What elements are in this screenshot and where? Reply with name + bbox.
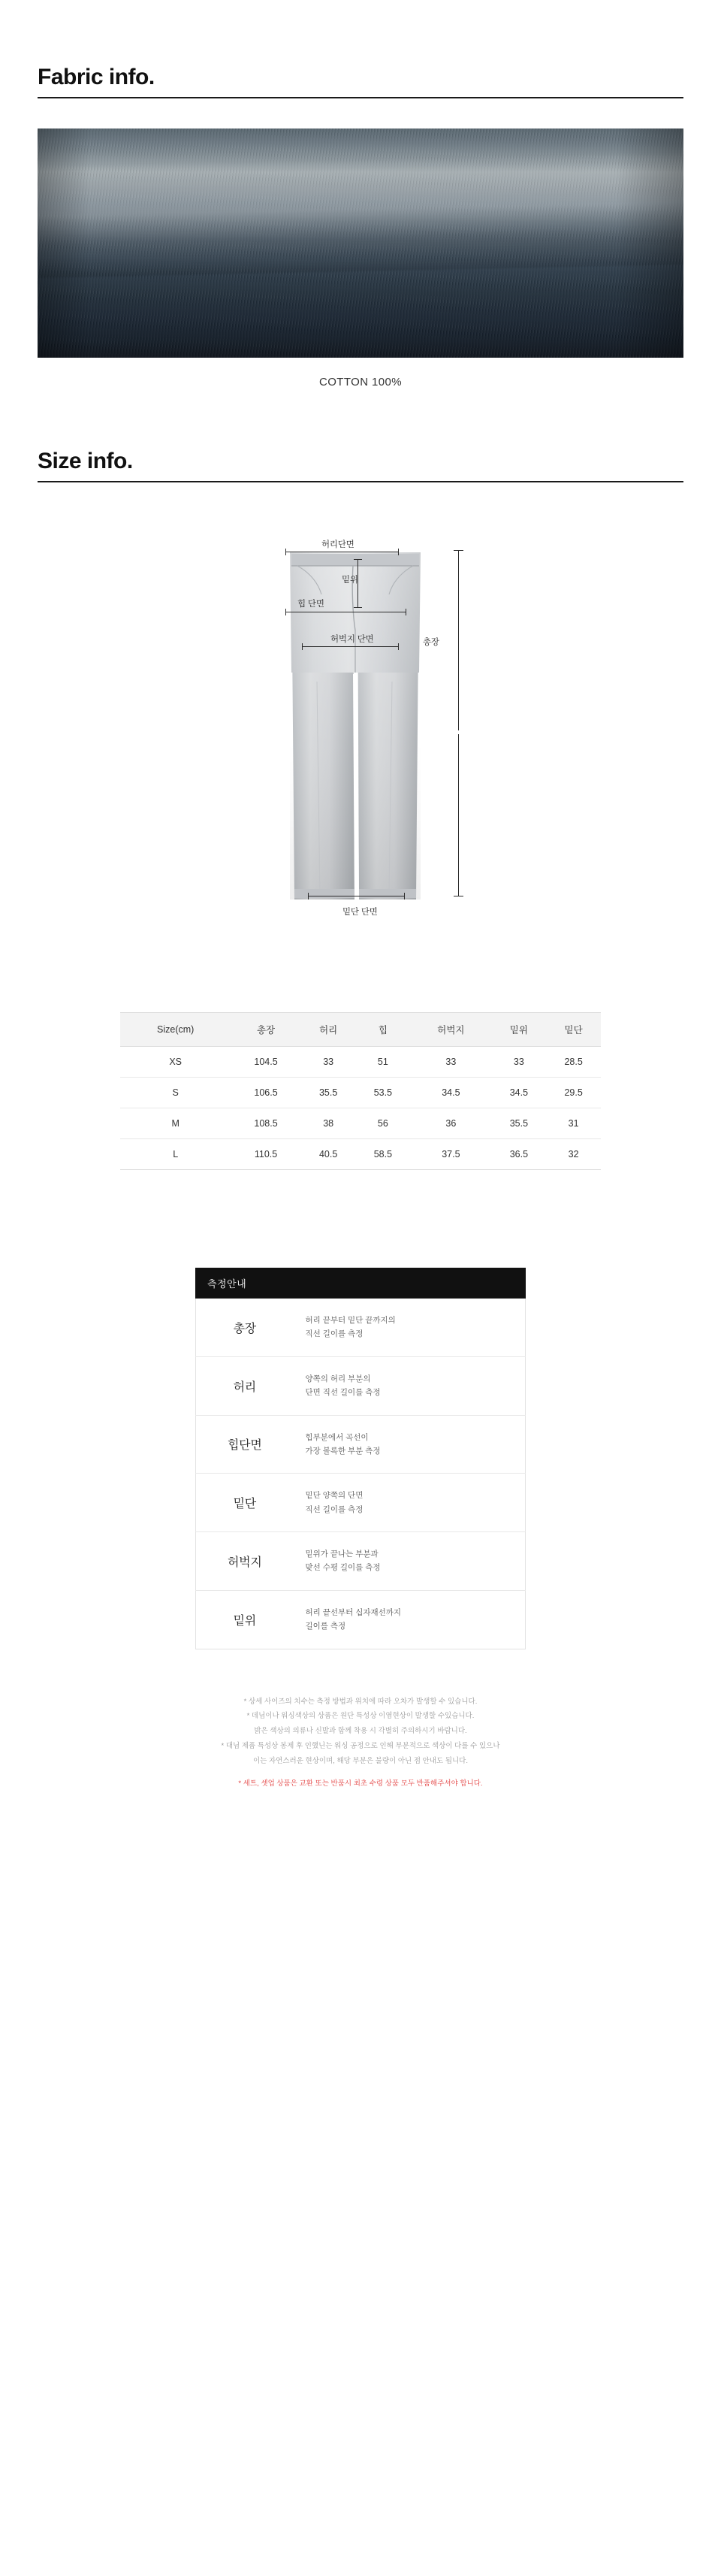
size-col-header: 허리: [301, 1013, 356, 1047]
guide-desc: [294, 1299, 526, 1356]
table-row: [196, 1590, 526, 1649]
waist-tick-left: [285, 549, 286, 555]
size-table: [120, 1012, 601, 1170]
label-thigh: 허벅지 단면: [330, 635, 374, 644]
total-measure-line-bottom: [458, 734, 459, 896]
total-tick-top: [454, 550, 463, 551]
size-cell: 33: [410, 1047, 491, 1078]
size-cell: 34.5: [492, 1078, 547, 1108]
measurement-guide: [195, 1268, 526, 1649]
guide-term: 총장: [196, 1299, 294, 1356]
fabric-info-heading: Fabric info.: [38, 65, 155, 89]
guide-term: 힙단면: [196, 1415, 294, 1474]
waist-tick-right: [398, 549, 399, 555]
guide-desc-line: 밑단 양쪽의 단면: [305, 1491, 364, 1501]
denim-shadow: [38, 256, 683, 358]
table-row: [120, 1139, 601, 1170]
fabric-composition-caption: COTTON 100%: [319, 376, 402, 389]
guide-term: 밑위: [233, 1614, 256, 1628]
rise-tick-top: [354, 559, 362, 560]
size-col-header: Size(cm): [120, 1013, 231, 1047]
size-cell: 33: [492, 1047, 547, 1078]
size-col-header: 힙: [356, 1013, 411, 1047]
size-cell: 53.5: [356, 1078, 411, 1108]
fabric-figure: [38, 128, 683, 389]
size-table-head: [120, 1013, 601, 1047]
size-cell: 37.5: [410, 1139, 491, 1170]
size-col-header: 밑위: [492, 1013, 547, 1047]
size-col-header: 밑단: [546, 1013, 601, 1047]
measurement-guide-table: [195, 1299, 526, 1649]
note-line: 이는 자연스러운 현상이며, 해당 부분은 불량이 아닌 점 안내도 됩니다.: [253, 1757, 468, 1766]
size-cell: 29.5: [546, 1078, 601, 1108]
size-cell: 38: [301, 1108, 356, 1139]
size-cell: 110.5: [231, 1139, 300, 1170]
thigh-tick-left: [302, 643, 303, 650]
size-cell: 35.5: [301, 1078, 356, 1108]
size-diagram-figure: [38, 528, 683, 933]
size-cell: 56: [356, 1108, 411, 1139]
spacer: [0, 389, 721, 449]
total-measure-line-top: [458, 550, 459, 730]
label-total-length: 총장: [423, 638, 439, 647]
guide-desc-line: 단면 직선 길이를 측정: [305, 1388, 381, 1398]
table-row: [196, 1474, 526, 1532]
guide-desc: [294, 1590, 526, 1649]
guide-desc: [294, 1415, 526, 1474]
size-diagram: [210, 528, 511, 933]
measurement-guide-body: [196, 1299, 526, 1649]
size-cell: 34.5: [410, 1078, 491, 1108]
size-cell: 28.5: [546, 1047, 601, 1078]
guide-desc-line: 힙부분에서 곡선이: [305, 1432, 369, 1442]
size-cell: 40.5: [301, 1139, 356, 1170]
guide-desc-line: 직선 길이를 측정: [305, 1504, 364, 1514]
size-col-header: 허벅지: [410, 1013, 491, 1047]
guide-desc-line: 허리 끝부터 밑단 끝까지의: [305, 1316, 396, 1325]
label-rise: 밑위: [342, 576, 358, 585]
size-cell: 36.5: [492, 1139, 547, 1170]
table-row: [196, 1415, 526, 1474]
hem-tick-left: [308, 893, 309, 899]
size-cell: 104.5: [231, 1047, 300, 1078]
size-cell: 36: [410, 1108, 491, 1139]
size-cell: 51: [356, 1047, 411, 1078]
guide-desc-line: 맞선 수평 길이를 측정: [305, 1563, 381, 1573]
size-table-header-row: [120, 1013, 601, 1047]
size-cell: 32: [546, 1139, 601, 1170]
size-col-header: 총장: [231, 1013, 300, 1047]
rise-tick-bottom: [354, 607, 362, 608]
size-cell: 35.5: [492, 1108, 547, 1139]
table-row: [120, 1047, 601, 1078]
hem-tick-right: [404, 893, 405, 899]
size-cell: 108.5: [231, 1108, 300, 1139]
label-hem: 밑단 단면: [342, 908, 378, 917]
guide-desc: [294, 1532, 526, 1591]
note-line: * 대님 제품 특성상 봉제 후 인했닌는 워싱 공정으로 인해 부분적으로 색상이 다를 수 있으나: [221, 1742, 500, 1751]
size-cell: S: [120, 1078, 231, 1108]
note-line: * 상세 사이즈의 치수는 측정 방법과 위치에 따라 오차가 발생할 수 있습니다.: [243, 1697, 478, 1706]
table-row: [196, 1356, 526, 1415]
fabric-info-section-header: [38, 0, 683, 98]
size-info-heading: Size info.: [38, 449, 133, 473]
size-table-wrapper: [120, 1012, 601, 1170]
size-cell: L: [120, 1139, 231, 1170]
guide-term: 허벅지: [196, 1532, 294, 1591]
footer-notes: [90, 1695, 631, 1860]
guide-desc-line: 가장 볼록한 부분 측정: [305, 1446, 381, 1456]
table-row: [196, 1532, 526, 1591]
table-row: [120, 1078, 601, 1108]
guide-desc-line: 밑위가 끝나는 부분과: [305, 1550, 379, 1559]
size-cell: XS: [120, 1047, 231, 1078]
note-line: 밝은 색상의 의류나 신발과 함께 착용 시 각별히 주의하시기 바랍니다.: [254, 1727, 467, 1736]
label-hip: 힙 단면: [297, 600, 324, 609]
size-cell: 106.5: [231, 1078, 300, 1108]
size-info-section-header: [38, 449, 683, 482]
thigh-measure-line: [302, 646, 398, 647]
hip-tick-left: [285, 609, 286, 615]
measurement-guide-title: 측정안내: [195, 1268, 526, 1299]
size-cell: 58.5: [356, 1139, 411, 1170]
label-waist: 허리단면: [321, 540, 354, 549]
guide-term: 허리: [196, 1356, 294, 1415]
guide-term: 밑단: [196, 1474, 294, 1532]
guide-desc: [294, 1474, 526, 1532]
guide-desc-line: 양쪽의 허리 부분의: [305, 1374, 371, 1383]
size-cell: 31: [546, 1108, 601, 1139]
thigh-tick-right: [398, 643, 399, 650]
size-table-body: [120, 1047, 601, 1170]
guide-desc-line: 허리 끝선부터 십자재선까지: [305, 1607, 402, 1617]
guide-desc-line: 직선 길이를 측정: [305, 1329, 364, 1339]
guide-desc: [294, 1356, 526, 1415]
note-line-warning: * 세트, 셋업 상품은 교환 또는 반품시 최초 수령 상품 모두 반품해주셔야 합니다.: [238, 1779, 483, 1788]
size-cell: 33: [301, 1047, 356, 1078]
table-row: [196, 1299, 526, 1356]
guide-desc-line: 길이를 측정: [305, 1622, 346, 1631]
table-row: [120, 1108, 601, 1139]
note-line: * 데님이나 워싱색상의 상품은 원단 특성상 이염현상이 발생할 수있습니다.: [246, 1712, 475, 1721]
fabric-photo: [38, 128, 683, 358]
size-cell: M: [120, 1108, 231, 1139]
